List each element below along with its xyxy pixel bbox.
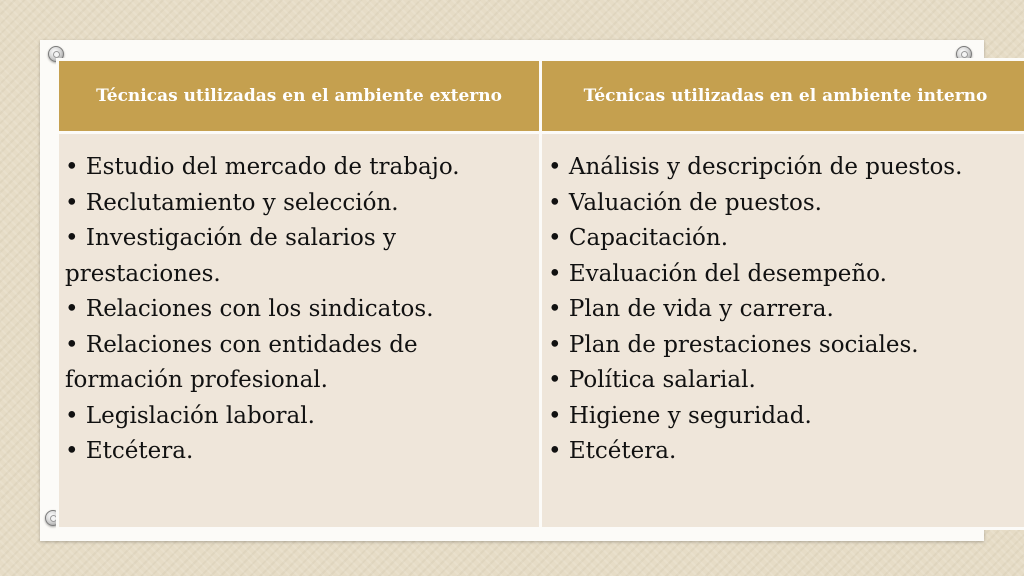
list-item: • Política salarial.	[548, 367, 756, 393]
header-internal: Técnicas utilizadas en el ambiente interno	[542, 61, 1024, 131]
header-row	[59, 61, 1024, 131]
list-item: • Estudio del mercado de trabajo.	[65, 154, 460, 180]
internal-techniques-cell	[542, 134, 1024, 527]
list-item: • Higiene y seguridad.	[548, 402, 812, 429]
header-external: Técnicas utilizadas en el ambiente externo	[59, 61, 539, 131]
list-item: • Valuación de puestos.	[548, 189, 822, 216]
list-item: • Legislación laboral.	[65, 402, 315, 429]
external-techniques-cell	[59, 134, 539, 527]
comparison-table	[56, 58, 1024, 530]
list-item: • Capacitación.	[548, 225, 729, 251]
list-item: • Etcétera.	[65, 438, 194, 464]
list-item: • Evaluación del desempeño.	[548, 260, 887, 287]
content-row	[59, 134, 1024, 527]
list-item: • Análisis y descripción de puestos.	[548, 154, 963, 180]
list-item: • Etcétera.	[548, 438, 677, 464]
list-item: • Reclutamiento y selección.	[65, 189, 399, 216]
list-item: • Plan de prestaciones sociales.	[548, 331, 919, 358]
list-item: • Relaciones con entidades de formación profesional.	[65, 331, 418, 393]
list-item: • Investigación de salarios y prestaciones.	[65, 225, 396, 287]
list-item: • Plan de vida y carrera.	[548, 296, 834, 322]
list-item: • Relaciones con los sindicatos.	[65, 296, 434, 322]
comparison-table-container	[56, 58, 988, 530]
